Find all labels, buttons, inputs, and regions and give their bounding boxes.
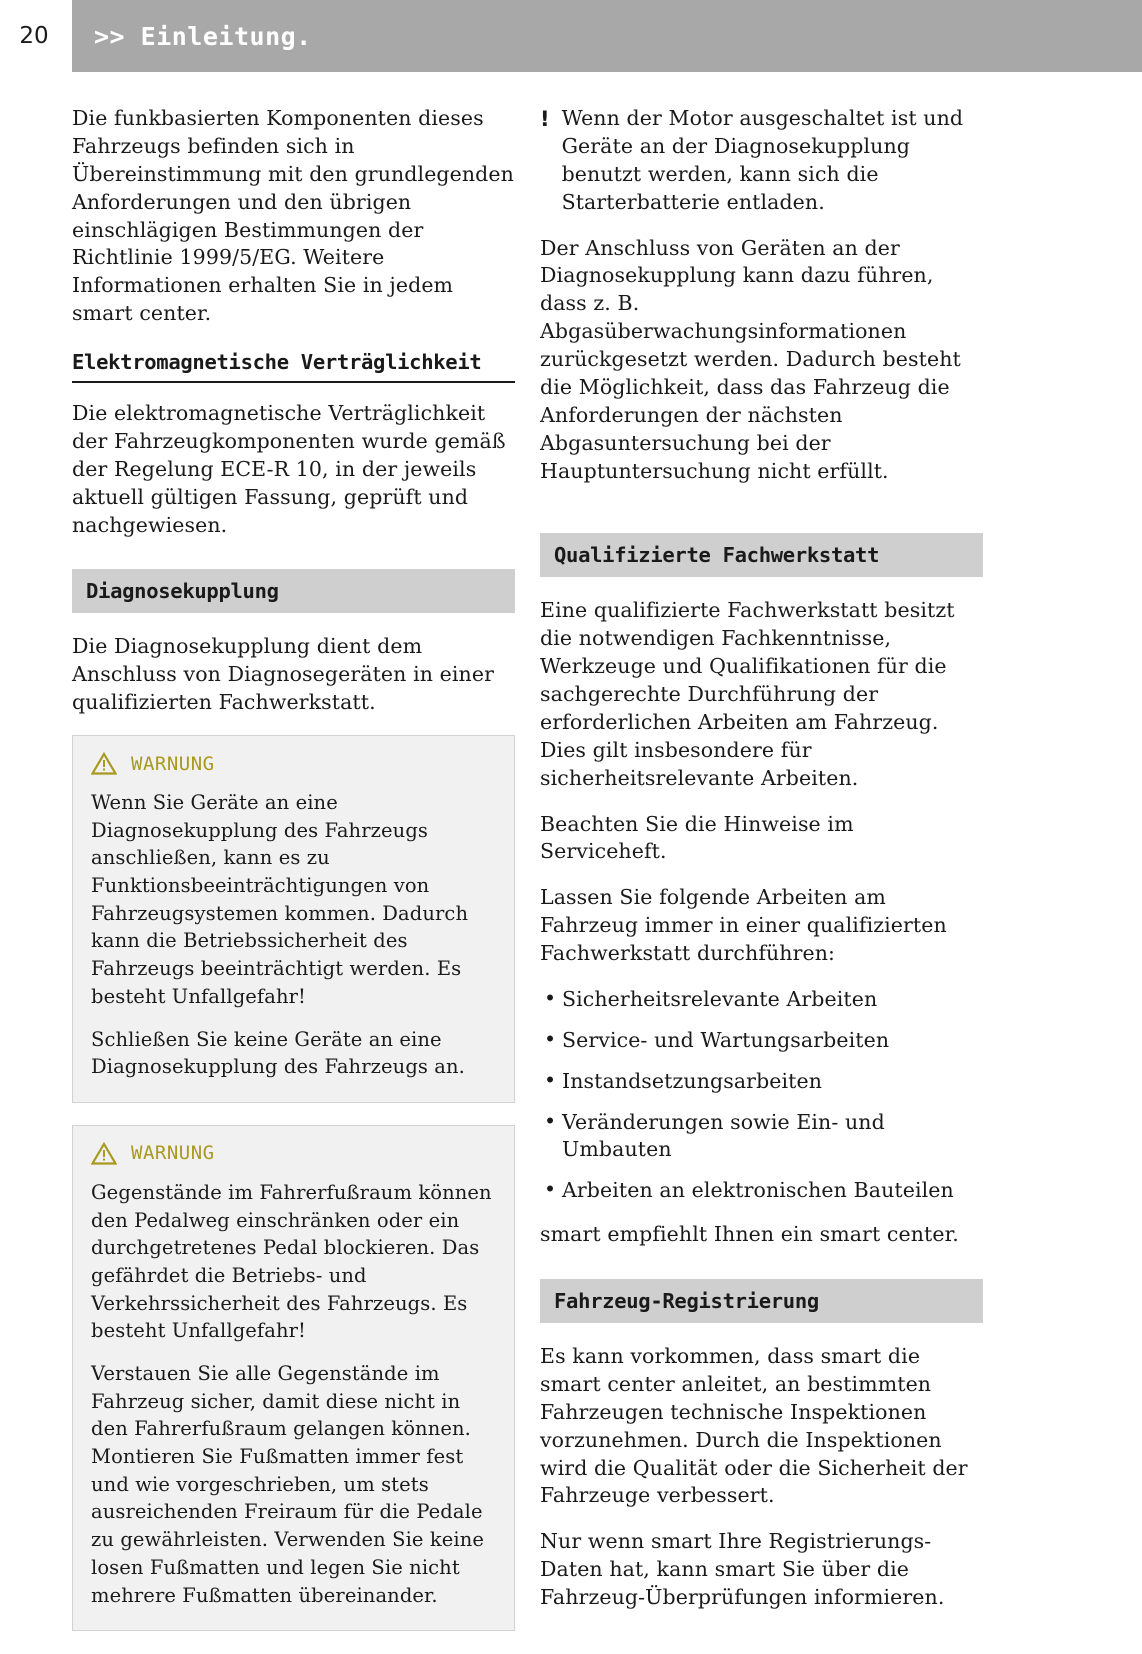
heading-diagnosekupplung: Diagnosekupplung [72, 569, 515, 613]
list-item: • Service- und Wartungsarbeiten [540, 1027, 983, 1055]
warning-label: WARNUNG [131, 1142, 215, 1165]
right-column [540, 105, 983, 1630]
list-item: • Veränderungen sowie Ein- und Umbauten [540, 1109, 983, 1165]
diagnosekupplung-paragraph: Die Diagnosekupplung dient dem Anschluss von Diagnosegeräten in einer qualifizierten Fachwerkstatt. [72, 634, 494, 715]
workshop-paragraph-2: Beachten Sie die Hinweise im Serviceheft. [540, 811, 854, 864]
emc-paragraph: Die elektromagnetische Verträglichkeit der Fahrzeugkomponenten wurde gemäß der Regelung ECE-R 10, in der jeweils aktuell gültigen Fassung, geprüft und nachgewiesen. [72, 401, 506, 537]
heading-fahrzeug-registrierung: Fahrzeug-Registrierung [540, 1279, 983, 1323]
workshop-paragraph-3: Lassen Sie folgende Arbeiten am Fahrzeug immer in einer qualifizierten Fachwerkstatt durchführen: [540, 885, 947, 965]
intro-paragraph: Die funkbasierten Komponenten dieses Fahrzeugs befinden sich in Übereinstimmung mit den grundlegenden Anforderungen und den übrigen einschlägigen Bestimmungen der Richtlinie 1999/5/EG. Weitere Informationen erhalten Sie in jedem smart center. [72, 106, 514, 326]
registration-paragraph-2: Nur wenn smart Ihre Registrierungs-Daten hat, kann smart Sie über die Fahrzeug-Überprüfungen informieren. [540, 1529, 945, 1609]
warning-box-fahrerfussraum [72, 1125, 515, 1631]
registration-paragraph-1: Es kann vorkommen, dass smart die smart center anleitet, an bestimmten Fahrzeugen technische Inspektionen vorzunehmen. Durch die Inspektionen wird die Qualität oder die Sicherheit der Fahrzeuge verbessert. [540, 1344, 968, 1508]
heading-elektromagnetische-vertraeglichkeit: Elektromagnetische Verträglichkeit [72, 350, 515, 383]
workshop-paragraph-1: Eine qualifizierte Fachwerkstatt besitzt die notwendigen Fachkenntnisse, Werkzeuge und Qualifikationen für die sachgerechte Durchführung der erforderlichen Arbeiten am Fahrzeug. Dies gilt insbesondere für sicherheitsrelevante Arbeiten. [540, 598, 955, 790]
workshop-paragraph-4: smart empfiehlt Ihnen ein smart center. [540, 1222, 959, 1247]
warning-text: Gegenstände im Fahrerfußraum können den Pedalweg einschränken oder ein durchgetretenes Pedal blockieren. Das gefährdet die Betriebs- und Verkehrssicherheit des Fahrzeugs. Es besteht Unfallgefahr! [91, 1180, 492, 1343]
warning-label: WARNUNG [131, 752, 215, 775]
warning-triangle-icon [91, 752, 117, 775]
warning-text: Verstauen Sie alle Gegenstände im Fahrzeug sicher, damit diese nicht in den Fahrerfußraum gelangen können. Montieren Sie Fußmatten immer fest und wie vorgeschrieben, um stets ausreichenden Freiraum für die Pedale zu gewährleisten. Verwenden Sie keine losen Fußmatten und legen Sie nicht mehrere Fußmatten übereinander. [91, 1362, 485, 1607]
warning-text: Wenn Sie Geräte an eine Diagnosekupplung des Fahrzeugs anschließen, kann es zu Funktionsbeeinträchtigungen von Fahrzeugsystemen kommen. Dadurch kann die Betriebssicherheit des Fahrzeugs beeinträchtigt werden. Es besteht Unfallgefahr! [91, 791, 469, 1008]
diagnose-info-paragraph: Der Anschluss von Geräten an der Diagnosekupplung kann dazu führen, dass z. B. Abgasüberwachungsinformationen zurückgesetzt werden. Dadurch besteht die Möglichkeit, dass das Fahrzeug die Anforderungen der nächsten Abgasuntersuchung bei der Hauptuntersuchung nicht erfüllt. [540, 235, 961, 483]
warning-text: Schließen Sie keine Geräte an eine Diagnosekupplung des Fahrzeugs an. [91, 1027, 465, 1079]
list-item: • Arbeiten an elektronischen Bauteilen [540, 1177, 983, 1205]
warning-triangle-icon [91, 1142, 117, 1165]
note-text: Wenn der Motor ausgeschaltet ist und Geräte an der Diagnosekupplung benutzt werden, kann sich die Starterbatterie entladen. [561, 106, 964, 214]
workshop-bullet-list [540, 986, 983, 1205]
exclamation-icon: ! [540, 107, 550, 131]
list-item: • Sicherheitsrelevante Arbeiten [540, 986, 983, 1014]
chapter-title: >> Einleitung. [94, 21, 312, 51]
note-block [540, 105, 983, 217]
list-item: • Instandsetzungsarbeiten [540, 1068, 983, 1096]
left-column [72, 105, 515, 1653]
heading-qualifizierte-fachwerkstatt: Qualifizierte Fachwerkstatt [540, 533, 983, 577]
warning-header [91, 1142, 496, 1165]
page-number: 20 [0, 0, 68, 72]
warning-box-diagnosekupplung [72, 735, 515, 1103]
warning-header [91, 752, 496, 775]
page-header [0, 0, 1142, 72]
